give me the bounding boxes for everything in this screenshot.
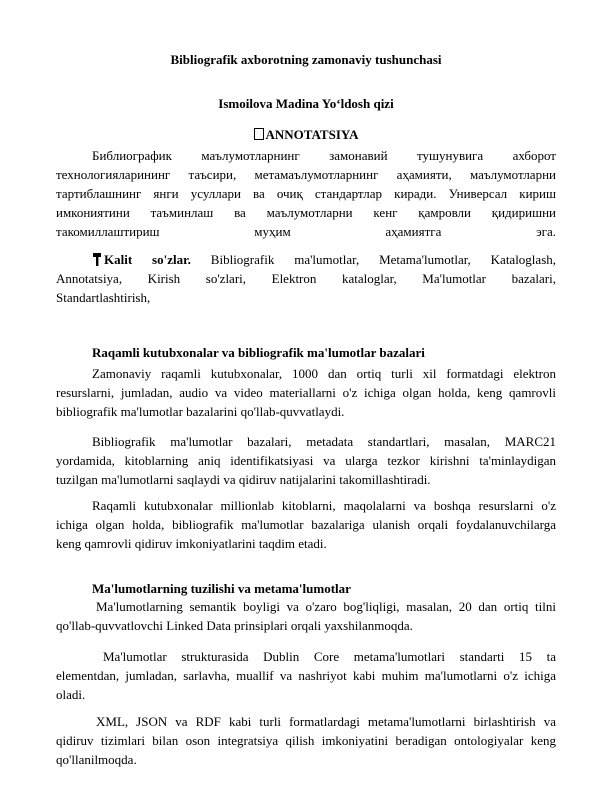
section1-paragraph-1 (56, 364, 556, 421)
paragraph-line: tuzilgan ma'lumotlarni saqlaydi va qidiruv natijalarini takomillashtiradi. (56, 472, 431, 487)
paragraph-line: ichiga olgan holda, bibliografik ma'lumotlar bazalariga ulanish orqali foydalanuvchilarga (56, 517, 556, 532)
paragraph-line: Bibliografik ma'lumotlar bazalari, metadata standartlari, masalan, MARC21 (92, 434, 556, 449)
section1-paragraph-2 (56, 432, 556, 489)
section-heading: Raqamli kutubxonalar va bibliografik ma'lumotlar bazalari (92, 345, 425, 360)
keywords-line (56, 250, 556, 269)
section2-paragraph-1 (56, 597, 556, 635)
paragraph-line: bibliografik ma'lumotlar bazalarini qo'llab-quvvatlaydi. (56, 404, 345, 419)
key-icon (92, 252, 102, 266)
keywords-line: Annotatsiya, Kirish so'zlari, Elektron kataloglar, Ma'lumotlar bazalari, (56, 271, 556, 286)
keywords-text: Bibliografik ma'lumotlar, Metama'lumotlar, Kataloglash, (210, 252, 557, 267)
paragraph-line: Ma'lumotlar strukturasida Dublin Core metama'lumotlari standarti 15 ta (103, 649, 556, 664)
author-name: Ismoilova Madina Yo‘ldosh qizi (218, 96, 394, 111)
paragraph-line: XML, JSON va RDF kabi turli formatlardagi metama'lumotlarni birlashtirish va (96, 714, 556, 729)
section1-paragraph-3 (56, 496, 556, 553)
paragraph-line: Ma'lumotlarning semantik boyligi va o'zaro bog'liqligi, masalan, 20 dan ortiq tilni (96, 599, 556, 614)
annotation-line: имкониятини таъминлаш ва маълумотларни кенг қамровли қидиришни (56, 205, 556, 220)
paragraph-line: oladi. (56, 687, 86, 702)
keywords-line: Standartlashtirish, (56, 290, 151, 305)
paragraph-line: resurslarni, jumladan, audio va video materiallarni o'z ichiga olgan holda, keng qamrovli (56, 385, 556, 400)
paragraph-line: qo'llab-quvvatlovchi Linked Data prinsiplari orqali yaxshilanmoqda. (56, 618, 413, 633)
paragraph-line: elementdan, jumladan, sarlavha, muallif va nashriyot kabi muhim ma'lumotlarni o'z ichiga (56, 668, 556, 683)
keywords-label: Kalit so'zlar. (104, 252, 191, 267)
annotation-heading-label: ANNOTATSIYA (265, 127, 359, 142)
annotation-line: технологияларининг таъсири, метамаълумотларнинг аҳамияти, маълумотларни (56, 167, 556, 182)
paragraph-line: yordamida, kitoblarning aniq identifikatsiyasi va ularga tezkor kirishni ta'minlaydigan (56, 453, 556, 468)
annotation-line: Библиографик маълумотларнинг замонавий тушунувига ахборот (92, 148, 556, 163)
paragraph-line: qo'llanilmoqda. (56, 752, 137, 767)
paragraph-line: Raqamli kutubxonalar millionlab kitoblarni, maqolalarni va boshqa resurslarni o'z (92, 498, 556, 513)
paragraph-line: Zamonaviy raqamli kutubxonalar, 1000 dan ortiq turli xil formatdagi elektron (92, 366, 556, 381)
document-title: Bibliografik axborotning zamonaviy tushunchasi (170, 52, 442, 67)
keywords-paragraph (56, 250, 556, 307)
section2-paragraph-3 (56, 712, 556, 769)
section-heading: Ma'lumotlarning tuzilishi va metama'lumotlar (92, 581, 351, 596)
section2-paragraph-2 (56, 647, 556, 704)
paragraph-line: qidiruv tizimlari bilan oson integratsiya qilish imkoniyatini beradigan ontologiyalar keng (56, 733, 556, 748)
placeholder-glyph-icon (254, 128, 264, 140)
annotation-paragraph (56, 146, 556, 241)
paragraph-line: keng qamrovli qidiruv imkoniyatlarini taqdim etadi. (56, 536, 327, 551)
annotation-heading (0, 127, 612, 143)
annotation-line: такомиллаштириш муҳим аҳамиятга эга. (56, 224, 556, 239)
annotation-line: тартиблашнинг янги усуллари ва очиқ стандартлар киради. Универсал кириш (56, 186, 556, 201)
